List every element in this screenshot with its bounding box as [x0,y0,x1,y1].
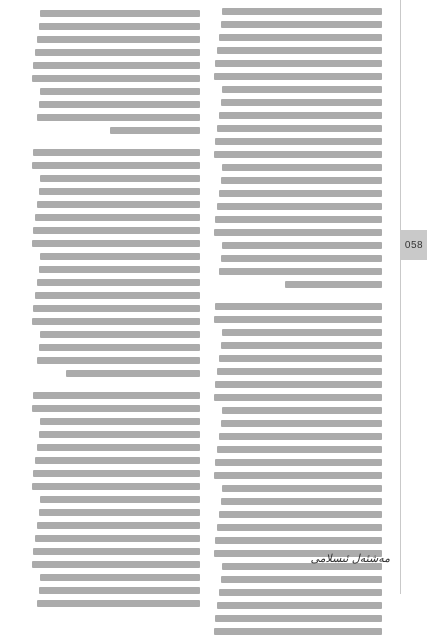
text-line [40,331,200,338]
text-line [215,615,382,622]
text-line [37,114,200,121]
text-line [33,305,200,312]
text-line [35,535,200,542]
text-line [37,444,200,451]
text-line [39,23,201,30]
text-line [35,457,200,464]
text-line [32,405,200,412]
text-line [40,253,200,260]
paragraph-gap [30,383,200,392]
text-line [40,418,200,425]
text-line [214,628,382,635]
text-line [214,394,382,401]
text-line [32,483,200,490]
text-line [221,99,383,106]
text-line [39,344,201,351]
text-line [32,75,200,82]
text-line [35,49,200,56]
margin-rule [400,0,401,594]
text-line [214,151,382,158]
text-line [39,101,201,108]
text-line [215,459,382,466]
text-line [40,574,200,581]
text-line [66,370,200,377]
text-line [39,266,201,273]
text-column-left [30,10,200,613]
text-column-right [212,8,382,641]
page-number-tab [401,230,427,260]
text-line [222,407,382,414]
text-line [219,433,382,440]
text-line [215,303,382,310]
text-line [35,214,200,221]
text-line [215,381,382,388]
text-line [219,34,382,41]
text-line [40,496,200,503]
text-line [285,281,382,288]
page-number: 058 [404,239,424,251]
text-line [222,8,382,15]
text-line [214,229,382,236]
text-line [32,318,200,325]
text-line [221,498,383,505]
text-line [33,548,200,555]
text-line [219,190,382,197]
text-line [32,162,200,169]
text-line [33,227,200,234]
text-line [221,177,383,184]
footer-signature: مەشئەل ئىسلامى [310,552,390,565]
text-line [217,47,382,54]
text-line [33,392,200,399]
text-line [215,216,382,223]
text-line [219,355,382,362]
text-line [222,164,382,171]
text-line [40,10,200,17]
text-line [33,149,200,156]
text-line [39,188,201,195]
text-line [222,242,382,249]
text-line [33,470,200,477]
text-line [222,485,382,492]
text-line [37,201,200,208]
text-line [219,589,382,596]
text-line [215,138,382,145]
text-line [215,60,382,67]
text-line [222,329,382,336]
text-line [215,537,382,544]
text-line [39,587,201,594]
text-line [221,255,383,262]
text-line [37,36,200,43]
text-line [214,472,382,479]
text-line [40,88,200,95]
text-line [37,357,200,364]
text-line [221,21,383,28]
text-line [214,316,382,323]
text-line [37,600,200,607]
text-line [39,509,201,516]
text-line [219,511,382,518]
text-line [33,62,200,69]
text-line [37,522,200,529]
text-line [217,203,382,210]
text-line [35,292,200,299]
text-line [219,112,382,119]
text-line [217,524,382,531]
text-line [214,73,382,80]
text-line [221,420,383,427]
text-line [32,561,200,568]
text-line [32,240,200,247]
text-line [222,86,382,93]
text-line [37,279,200,286]
text-line [221,342,383,349]
paragraph-gap [212,294,382,303]
text-line [219,268,382,275]
paragraph-gap [30,140,200,149]
text-line [39,431,201,438]
text-line [110,127,200,134]
text-line [40,175,200,182]
text-line [217,368,382,375]
text-line [217,125,382,132]
text-line [217,602,382,609]
text-line [217,446,382,453]
